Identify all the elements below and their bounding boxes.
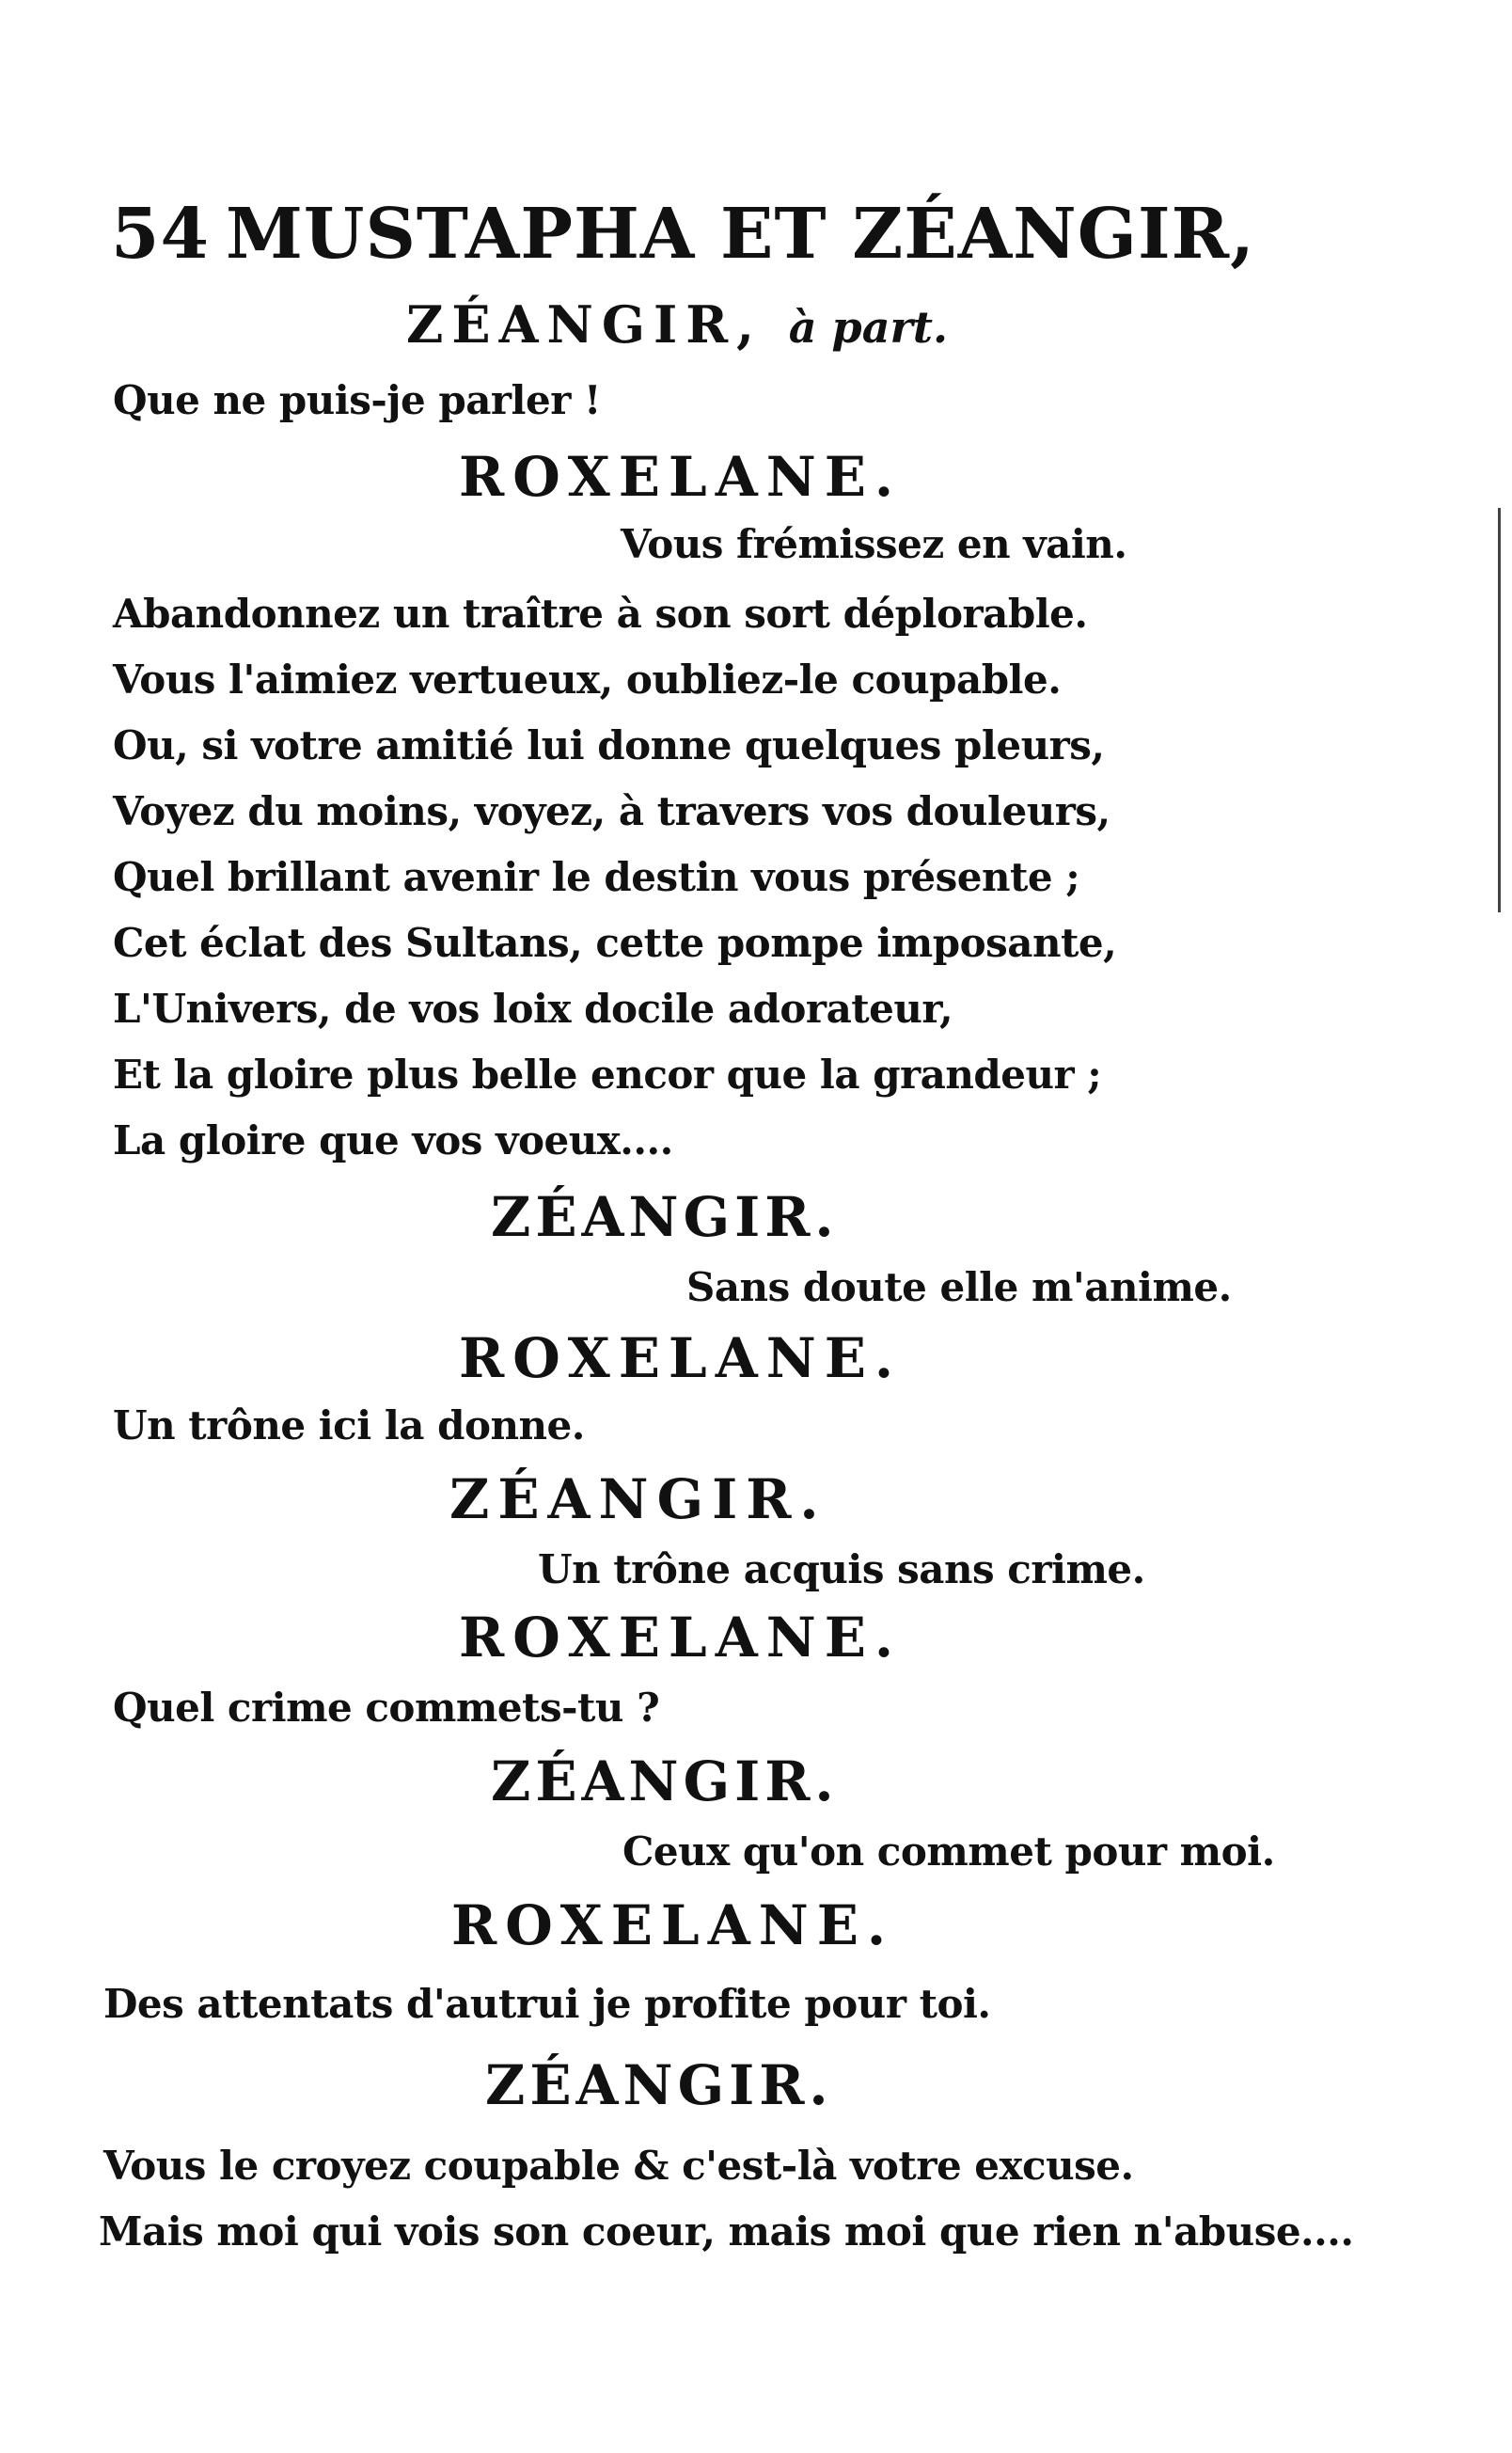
running-title: MUSTAPHA ET ZÉANGIR,: [226, 194, 1255, 275]
verse-line: Des attentats d'autrui je profite pour toi.: [103, 1981, 991, 2027]
verse-line: L'Univers, de vos loix docile adorateur,: [113, 986, 953, 1032]
verse-line: Ou, si votre amitié lui donne quelques pleurs,: [113, 722, 1105, 768]
speaker-label: ROXELANE.: [459, 445, 903, 509]
verse-line: Sans doute elle m'anime.: [686, 1264, 1232, 1310]
verse-line: Cet éclat des Sultans, cette pompe imposante,: [113, 920, 1117, 966]
speaker-label: ZÉANGIR.: [485, 2053, 833, 2117]
speaker-label: ROXELANE.: [459, 1326, 903, 1390]
verse-line: Un trône acquis sans crime.: [538, 1546, 1145, 1592]
scan-edge-mark: [1498, 508, 1501, 912]
verse-line: Que ne puis-je parler !: [113, 377, 601, 423]
speaker-label: ZÉANGIR.: [491, 1185, 839, 1249]
stage-direction: à part.: [788, 302, 948, 353]
speaker-name: ZÉANGIR,: [406, 294, 763, 355]
speaker-label: ZÉANGIR.: [449, 1467, 827, 1531]
verse-line: Vous l'aimiez vertueux, oubliez-le coupable.: [113, 657, 1062, 703]
verse-line: Et la gloire plus belle encor que la grandeur ;: [113, 1052, 1102, 1098]
verse-line: Un trône ici la donne.: [113, 1402, 585, 1448]
verse-line: Vous frémissez en vain.: [621, 521, 1127, 567]
speaker-label: ZÉANGIR.: [491, 1749, 839, 1813]
verse-line: Vous le croyez coupable & c'est-là votre excuse.: [103, 2143, 1134, 2189]
speaker-label: [406, 294, 948, 355]
verse-line: Quel brillant avenir le destin vous présente ;: [113, 854, 1080, 900]
speaker-label: ROXELANE.: [459, 1606, 903, 1670]
verse-line: Ceux qu'on commet pour moi.: [622, 1828, 1275, 1875]
page-number: 54: [111, 194, 210, 275]
verse-line: Mais moi qui vois son coeur, mais moi que rien n'abuse....: [99, 2208, 1354, 2255]
verse-line: Voyez du moins, voyez, à travers vos douleurs,: [113, 788, 1110, 834]
verse-line: Abandonnez un traître à son sort déplorable.: [113, 591, 1088, 637]
verse-line: La gloire que vos voeux....: [113, 1117, 673, 1163]
speaker-label: ROXELANE.: [451, 1893, 895, 1957]
verse-line: Quel crime commets-tu ?: [113, 1685, 660, 1731]
